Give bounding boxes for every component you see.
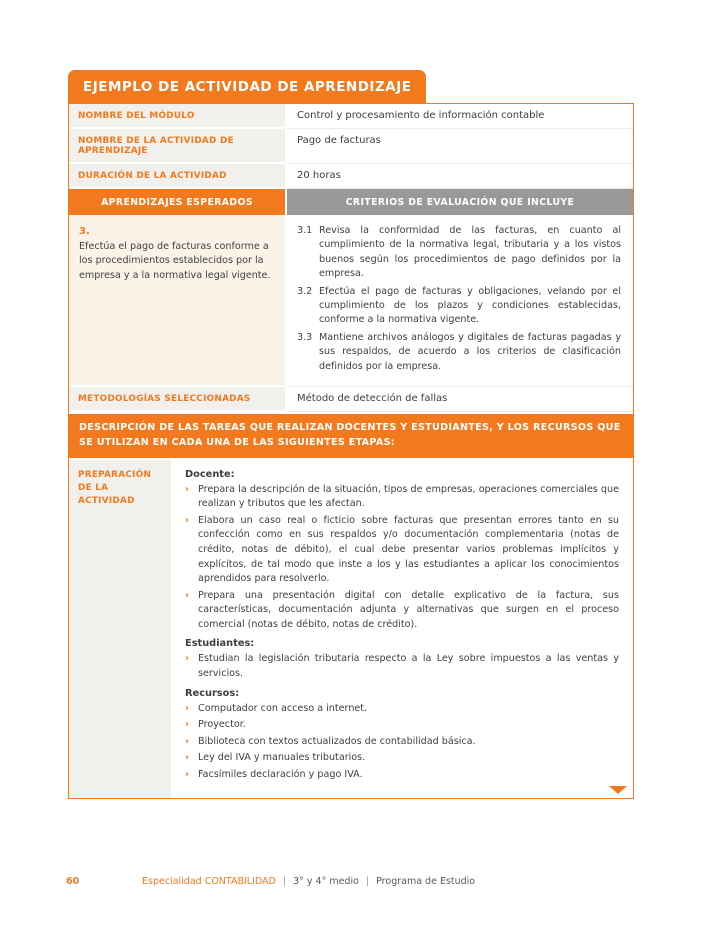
- objective-text: Efectúa el pago de facturas conforme a los procedimientos establecidos por la empresa y a la normativa legal vigente.: [79, 241, 271, 281]
- criterion-item: [297, 224, 621, 282]
- continuation-arrow-icon: [609, 786, 627, 794]
- table-row-activity-name: [69, 129, 633, 164]
- bullet-arrow-icon: ›: [185, 702, 189, 714]
- preparation-content: [173, 460, 633, 799]
- activity-table: [68, 103, 634, 799]
- criterion-item: [297, 285, 621, 328]
- list-item-text: Computador con acceso a internet.: [198, 702, 368, 714]
- duration-label: DURACIÓN DE LA ACTIVIDAD: [69, 164, 287, 189]
- expected-learning-header: APRENDIZAJES ESPERADOS: [69, 189, 287, 215]
- list-item: [185, 768, 619, 783]
- criterion-text: Mantiene archivos análogos y digitales de facturas pagadas y sus respaldos, de acuerdo a los criterios de clasificación definidos por la empresa.: [319, 331, 621, 372]
- learning-content-row: [69, 215, 633, 387]
- bullet-arrow-icon: ›: [185, 514, 189, 526]
- activity-name-label: NOMBRE DE LA ACTIVIDAD DE APRENDIZAJE: [69, 129, 287, 164]
- criterion-item: [297, 331, 621, 374]
- tasks-description-banner: DESCRIPCIÓN DE LAS TAREAS QUE REALIZAN DOCENTES Y ESTUDIANTES, Y LOS RECURSOS QUE SE UTILIZAN EN CADA UNA DE LAS SIGUIENTES ETAPAS:: [69, 412, 633, 460]
- criterion-text: Revisa la conformidad de las facturas, en cuanto al cumplimiento de la normativa legal, tributaria y a los vistos buenos según los procedimientos de pago definidos por la empresa.: [319, 225, 621, 280]
- list-item-text: Prepara la descripción de la situación, tipos de empresas, operaciones comerciales que realizan y tributos que les afectan.: [198, 483, 619, 510]
- footer-text: [142, 876, 475, 887]
- list-item-text: Estudian la legislación tributaria respecto a la Ley sobre impuestos a las ventas y servicios.: [198, 653, 619, 679]
- list-item: [185, 589, 619, 633]
- page-title: EJEMPLO DE ACTIVIDAD DE APRENDIZAJE: [68, 70, 426, 103]
- list-item: [185, 514, 619, 587]
- criterion-number: 3.2: [297, 285, 313, 297]
- bullet-arrow-icon: ›: [185, 483, 189, 495]
- criterion-number: 3.3: [297, 331, 313, 343]
- footer-separator: |: [365, 876, 370, 887]
- bullet-arrow-icon: ›: [185, 653, 189, 665]
- bullet-arrow-icon: ›: [185, 752, 189, 764]
- list-item: [185, 718, 619, 733]
- preparation-row: [69, 460, 633, 799]
- duration-value: 20 horas: [287, 164, 633, 189]
- estudiantes-heading: Estudiantes:: [185, 638, 255, 650]
- docente-heading: Docente:: [185, 468, 235, 480]
- methodology-label: METODOLOGÍAS SELECCIONADAS: [69, 387, 287, 412]
- bullet-arrow-icon: ›: [185, 768, 189, 780]
- evaluation-criteria-header: CRITERIOS DE EVALUACIÓN QUE INCLUYE: [287, 189, 633, 215]
- preparation-label: PREPARACIÓN DE LA ACTIVIDAD: [69, 460, 173, 799]
- list-item: [185, 751, 619, 766]
- table-row-methodology: [69, 387, 633, 412]
- footer-separator: |: [282, 876, 287, 887]
- methodology-value: Método de detección de fallas: [287, 387, 633, 412]
- module-label: NOMBRE DEL MÓDULO: [69, 104, 287, 129]
- criterion-text: Efectúa el pago de facturas y obligaciones, velando por el cumplimiento de los plazos y condiciones establecidas, conforme a la normativa vigente.: [319, 285, 621, 326]
- list-item: [185, 652, 619, 681]
- bullet-arrow-icon: ›: [185, 589, 189, 601]
- recursos-heading: Recursos:: [185, 687, 240, 699]
- list-item-text: Proyector.: [198, 719, 246, 731]
- objective-number: 3.: [79, 226, 90, 237]
- activity-sheet: [68, 70, 634, 799]
- footer-specialty: Especialidad CONTABILIDAD: [142, 876, 276, 887]
- list-item: [185, 735, 619, 750]
- table-row-module: [69, 104, 633, 129]
- objective-cell: [69, 215, 287, 387]
- activity-name-value: Pago de facturas: [287, 129, 633, 164]
- page-number: 60: [66, 876, 80, 887]
- list-item-text: Biblioteca con textos actualizados de contabilidad básica.: [198, 735, 476, 747]
- criteria-cell: [287, 215, 633, 387]
- module-value: Control y procesamiento de información contable: [287, 104, 633, 129]
- list-item-text: Prepara una presentación digital con detalle explicativo de la factura, sus características, documentación adjunta y alternativas que surgen en el proceso comercial (notas de débito, notas de crédito).: [198, 589, 619, 630]
- bullet-arrow-icon: ›: [185, 719, 189, 731]
- list-item-text: Facsímiles declaración y pago IVA.: [198, 768, 363, 780]
- list-item-text: Ley del IVA y manuales tributarios.: [198, 752, 366, 764]
- criterion-number: 3.1: [297, 225, 313, 236]
- footer-program: Programa de Estudio: [376, 876, 476, 887]
- list-item: [185, 483, 619, 512]
- table-row-duration: [69, 164, 633, 189]
- table-header-row: [69, 189, 633, 215]
- list-item-text: Elabora un caso real o ficticio sobre facturas que presentan errores tanto en su confección como en sus respaldos y/o documentación complementaria (notas de crédito, notas de débito), el cual debe presentar varios problemas implícitos y explícitos, de tal modo que inste a los y las estudiantes a aplicar los conocimientos aprendidos para resolverlo.: [198, 514, 619, 585]
- bullet-arrow-icon: ›: [185, 735, 189, 747]
- page-footer: [66, 876, 666, 887]
- footer-grade: 3° y 4° medio: [293, 876, 359, 887]
- list-item: [185, 702, 619, 717]
